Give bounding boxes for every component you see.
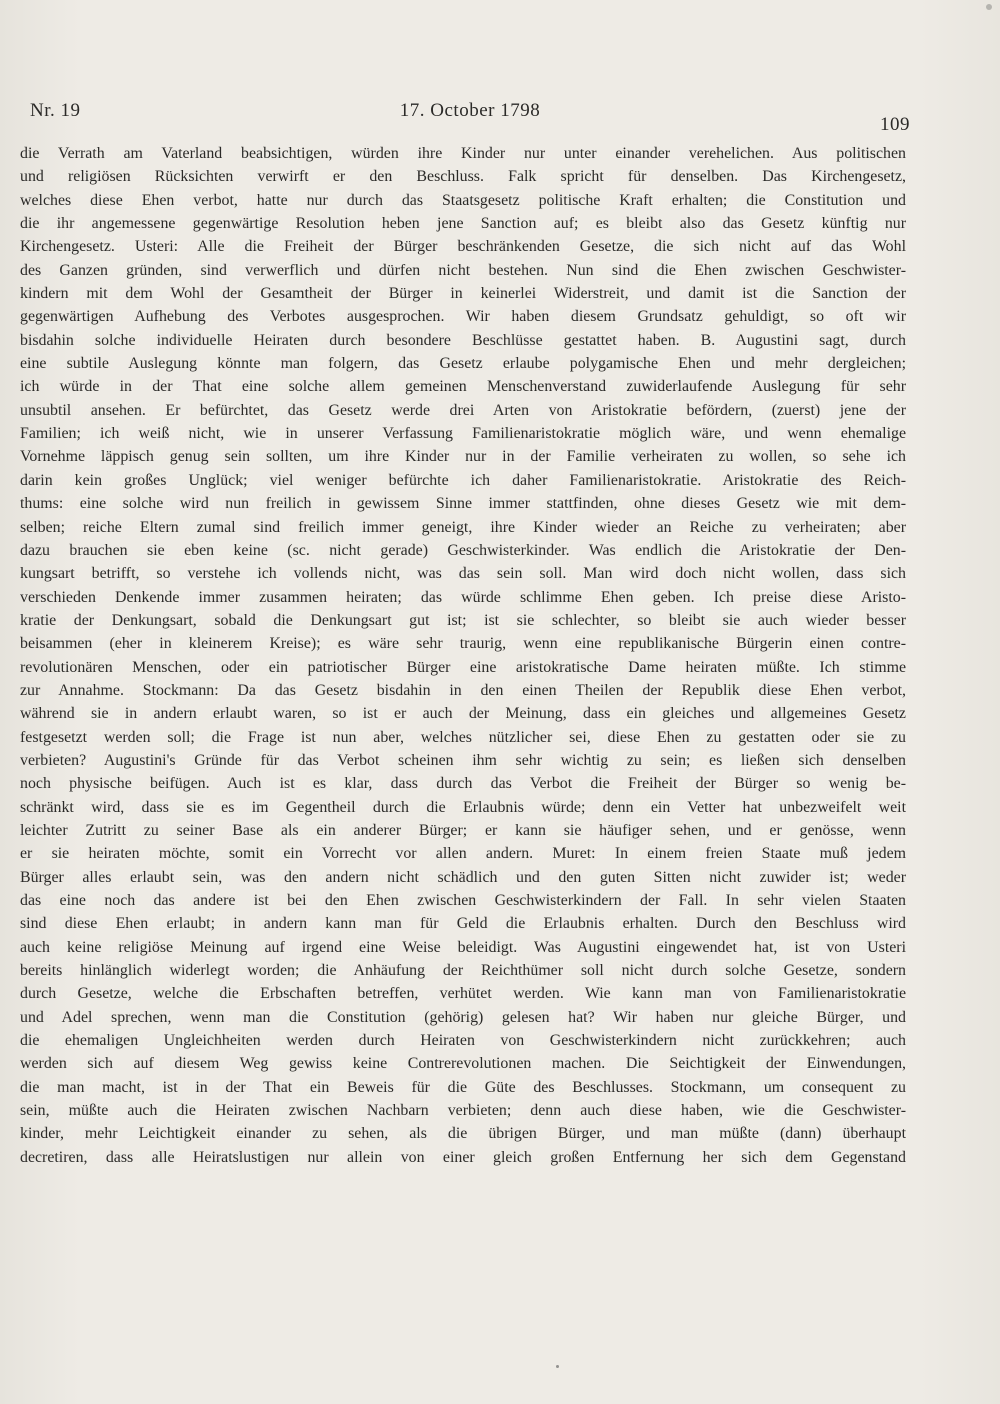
- text-line: decretiren, dass alle Heiratslustigen nur allein von einer gleich großen Entfernung her sich dem Gegenstand: [20, 1148, 906, 1166]
- text-line: verschieden Denkende immer zusammen heiraten; das würde schlimme Ehen geben. Ich preise diese Aristo-: [20, 588, 906, 606]
- text-line: welches diese Ehen verbot, hatte nur durch das Staatsgesetz politische Kraft erhalten; die Constitution und: [20, 191, 906, 209]
- text-line: bereits hinlänglich widerlegt worden; die Anhäufung der Reichthümer soll nicht durch solche Gesetze, sondern: [20, 962, 906, 980]
- text-line: verbieten? Augustini's Gründe für das Verbot scheinen ihm sehr wichtig zu sein; es ließen sich denselben: [20, 751, 906, 769]
- text-line: ich würde in der That eine solche allem gemeinen Menschenverstand zuwiderlaufende Auslegung für sehr: [20, 378, 906, 396]
- text-line: kungsart betrifft, so verstehe ich vollends nicht, was das sein soll. Man wird doch nicht wollen, dass sich: [20, 565, 906, 583]
- text-line: auch keine religiöse Meinung auf irgend eine Weise beleidigt. Was Augustini eingewendet hat, ist von Usteri: [20, 938, 906, 956]
- print-speck: [986, 4, 992, 10]
- text-line: eine subtile Auslegung könnte man folgern, das Gesetz erlaube polygamische Ehen und mehr dergleichen;: [20, 355, 906, 373]
- text-line: thums: eine solche wird nun freilich in gewissem Sinne immer stattfinden, ohne dieses Gesetz wie mit dem-: [20, 495, 906, 513]
- page-number: 109: [880, 114, 910, 135]
- text-line: die Verrath am Vaterland beabsichtigen, würden ihre Kinder nur unter einander verehelichen. Aus politischen: [20, 145, 906, 162]
- text-line: die ihr angemessene gegenwärtige Resolution heben jene Sanction auf; es bleibt also das Gesetz künftig nur: [20, 215, 906, 233]
- text-line: die ehemaligen Ungleichheiten werden durch Heiraten von Geschwisterkindern nicht zurückkehren; auch: [20, 1032, 906, 1050]
- text-line: durch Gesetze, welche die Erbschaften betreffen, verhütet werden. Wie kann man von Familienaristokratie: [20, 985, 906, 1003]
- text-line: und religiösen Rücksichten verwirft er den Beschluss. Falk spricht für denselben. Das Kirchengesetz,: [20, 168, 906, 186]
- text-line: während sie in andern erlaubt waren, so ist er auch der Meinung, dass ein gleiches und allgemeines Gesetz: [20, 705, 906, 723]
- text-line: Vornehme läppisch genug sein sollten, um ihre Kinder nur in der Familie verheiraten zu wollen, so sehe ich: [20, 448, 906, 466]
- text-line: kindern mit dem Wohl der Gesamtheit der Bürger in keinerlei Widerstreit, und damit ist die Sanction der: [20, 285, 906, 303]
- text-line: festgesetzt werden soll; die Frage ist nun aber, welches nützlicher sei, diese Ehen zu gestatten oder sie zu: [20, 728, 906, 746]
- text-line: sind diese Ehen erlaubt; in andern kann man für Geld die Erlaubnis erhalten. Durch den Beschluss wird: [20, 915, 906, 933]
- page-header: [30, 100, 910, 136]
- text-line: des Ganzen gründen, sind verwerflich und dürfen nicht bestehen. Nun sind die Ehen zwischen Geschwister-: [20, 261, 906, 279]
- text-line: selben; reiche Eltern zumal sind freilich immer geneigt, ihre Kinder wieder an Reiche zu verheiraten; aber: [20, 518, 906, 536]
- text-line: darin kein großes Unglück; viel weniger befürchte ich daher Familienaristokratie. Aristokratie des Reich-: [20, 471, 906, 489]
- text-line: kinder, mehr Leichtigkeit einander zu sehen, als die übrigen Bürger, und man müßte (dann) überhaupt: [20, 1125, 906, 1143]
- text-line: zur Annahme. Stockmann: Da das Gesetz bisdahin in den einen Theilen der Republik diese Ehen verbot,: [20, 681, 906, 699]
- text-line: kratie der Denkungsart, sobald die Denkungsart gut ist; ist sie schlechter, so bleibt sie auch wieder besser: [20, 611, 906, 629]
- text-line: er sie heiraten möchte, somit ein Vorrecht vor allen andern. Muret: In einem freien Staate muß jedem: [20, 845, 906, 863]
- text-line: beisammen (eher in kleinerem Kreise); es wäre sehr traurig, wenn eine republikanische Bürgerin einen contre-: [20, 635, 906, 653]
- text-line: schränkt wird, dass sie es im Gegentheil durch die Erlaubnis würde; denn ein Vetter hat unbezweifelt weit: [20, 798, 906, 816]
- text-line: bisdahin solche individuelle Heiraten durch besondere Beschlüsse gestattet haben. B. Augustini sagt, durch: [20, 331, 906, 349]
- text-line: und Adel sprechen, wenn man die Constitution (gehörig) gelesen hat? Wir haben nur gleiche Bürger, und: [20, 1008, 906, 1026]
- text-line: die man macht, ist in der That ein Beweis für die Güte des Beschlusses. Stockmann, um consequent zu: [20, 1078, 906, 1096]
- text-line: das eine noch das andere ist bei den Ehen zwischen Geschwisterkindern der Fall. In sehr vielen Staaten: [20, 892, 906, 909]
- text-line: revolutionären Menschen, oder ein patriotischer Bürger eine aristokratische Dame heiraten müßte. Ich stimme: [20, 658, 906, 676]
- text-line: Bürger alles erlaubt sein, was den andern nicht schädlich und den guten Sitten nicht zuwider ist; weder: [20, 868, 906, 886]
- text-line: Kirchengesetz. Usteri: Alle die Freiheit der Bürger beschränkenden Gesetze, die sich nicht auf das Wohl: [20, 238, 906, 256]
- text-line: gegenwärtigen Aufhebung des Verbotes ausgesprochen. Wir haben diesem Grundsatz gehuldigt, so oft wir: [20, 308, 906, 326]
- text-line: werden sich auf diesem Weg gewiss keine Contrerevolutionen machen. Die Seichtigkeit der Einwendungen,: [20, 1055, 906, 1073]
- issue-number: Nr. 19: [30, 100, 81, 121]
- print-speck: [556, 1365, 559, 1368]
- text-line: noch physische beifügen. Auch ist es klar, dass durch das Verbot die Freiheit der Bürger so wenig be-: [20, 775, 906, 793]
- text-line: dazu brauchen sie eben keine (sc. nicht gerade) Geschwisterkinder. Was endlich die Aristokratie der Den-: [20, 541, 906, 559]
- text-line: sein, müßte auch die Heiraten zwischen Nachbarn verbieten; denn auch diese haben, wie die Geschwister-: [20, 1102, 906, 1120]
- text-line: unsubtil ansehen. Er befürchtet, das Gesetz werde drei Arten von Aristokratie befördern, (zuerst) jene der: [20, 401, 906, 419]
- text-line: Familien; ich weiß nicht, wie in unserer Verfassung Familienaristokratie möglich wäre, und wenn ehemalige: [20, 425, 906, 443]
- issue-date: 17. October 1798: [399, 100, 541, 121]
- body-text: [20, 142, 906, 1169]
- text-line: leichter Zutritt zu seiner Base als ein anderer Bürger; er kann sie häufiger sehen, und er genösse, wenn: [20, 821, 906, 839]
